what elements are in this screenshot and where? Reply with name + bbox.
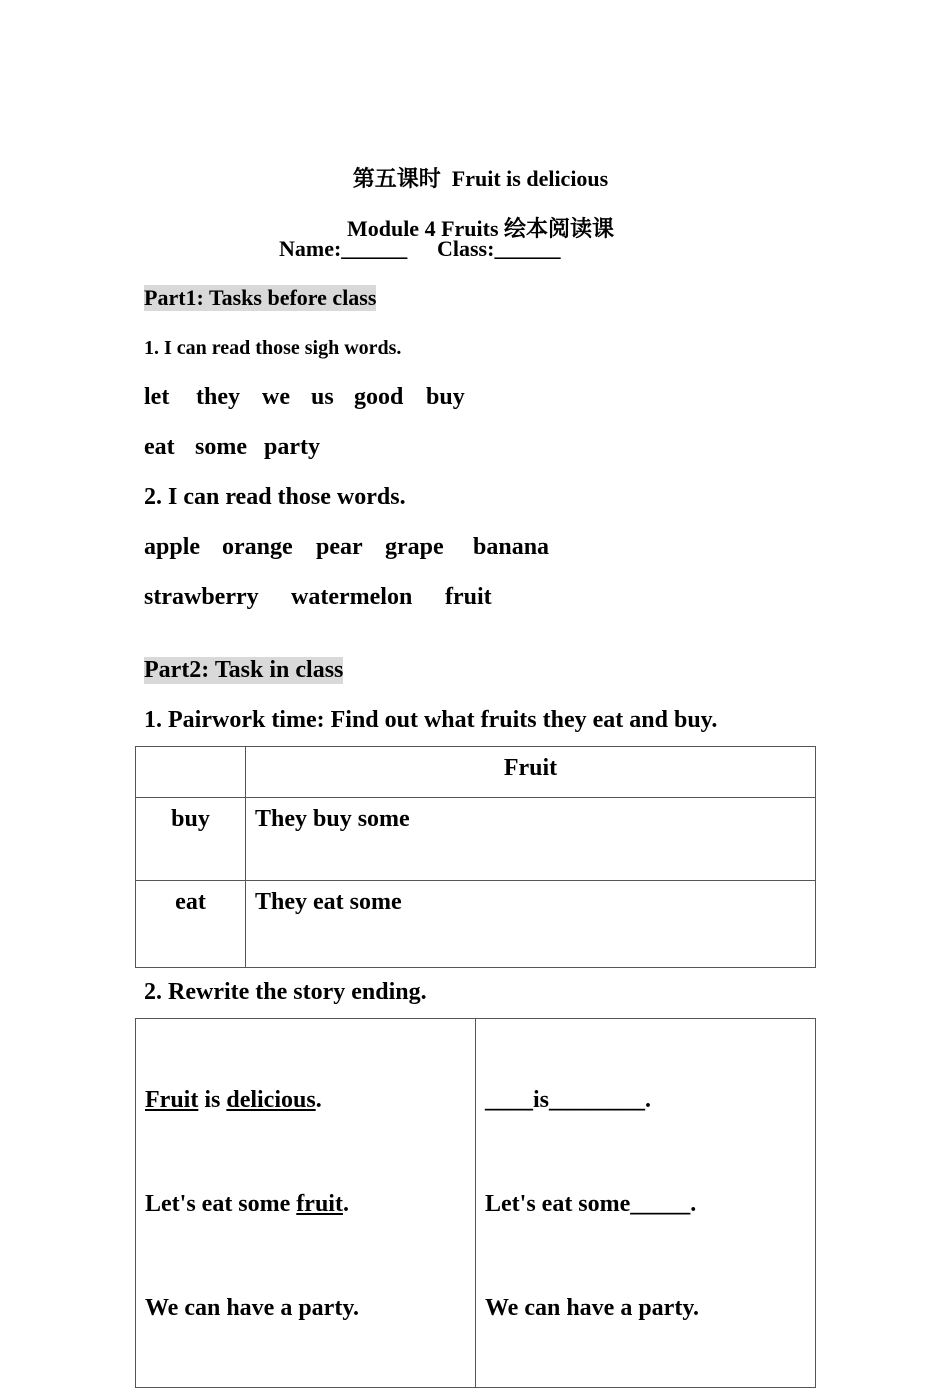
vocab-word: banana: [473, 534, 550, 560]
fruit-table-header: [246, 747, 816, 798]
sight-word: let: [144, 384, 170, 410]
fruit-table-row-label: [136, 798, 246, 881]
vocab-word: fruit: [445, 584, 492, 610]
subtitle-en: Module 4 Fruits: [346, 216, 499, 241]
story-text: is: [198, 1087, 227, 1113]
part2-question-1: 1. Pairwork time: Find out what fruits they eat and buy.: [144, 707, 718, 733]
title-cn: 第五课时: [352, 166, 441, 191]
rewrite-line-3: We can have a party.: [485, 1295, 699, 1321]
fruit-table: [135, 746, 816, 968]
row-label-buy: buy: [171, 806, 210, 832]
fruit-table-row-cell: [246, 798, 816, 881]
page-subtitle: [0, 186, 950, 243]
story-original-text: [136, 1019, 475, 1387]
story-original-cell: [136, 1019, 476, 1388]
fruit-header-text: Fruit: [503, 755, 558, 781]
sight-word: buy: [426, 384, 465, 410]
fruit-table-row-cell: [246, 881, 816, 968]
vocab-word: apple: [144, 534, 201, 560]
row-label-eat: eat: [175, 889, 206, 915]
part1-heading: Part1: Tasks before class: [144, 285, 377, 310]
story-text: .: [315, 1087, 322, 1113]
story-rewrite-text: [476, 1019, 815, 1387]
story-rewrite-cell: [476, 1019, 816, 1388]
sight-word: some: [195, 434, 247, 460]
class-field-label: Class:______: [437, 236, 561, 261]
story-text: .: [342, 1191, 349, 1217]
name-field-label: Name:______: [279, 236, 408, 261]
vocab-word: pear: [316, 534, 363, 560]
title-en: Fruit is delicious: [451, 166, 609, 191]
sight-word: they: [196, 384, 240, 410]
story-line-1: [145, 1075, 466, 1125]
rewrite-line-2: Let's eat some_____.: [485, 1191, 697, 1217]
underlined-word: fruit: [296, 1191, 343, 1217]
vocab-word: watermelon: [291, 584, 413, 610]
part2-heading: Part2: Task in class: [144, 657, 344, 683]
underlined-word: Fruit: [145, 1087, 199, 1113]
sight-word: party: [264, 434, 320, 460]
fruit-table-row-label: [136, 881, 246, 968]
vocab-word: grape: [385, 534, 444, 560]
row-text-buy: They buy some: [255, 806, 410, 832]
page-title: [0, 136, 950, 193]
sight-word: us: [311, 384, 334, 410]
sight-word: eat: [144, 434, 175, 460]
fruit-table-corner: [136, 747, 246, 798]
sight-word: we: [262, 384, 290, 410]
part1-question-2: 2. I can read those words.: [144, 484, 406, 510]
sight-word: good: [354, 384, 404, 410]
vocab-word: orange: [222, 534, 293, 560]
vocab-word: strawberry: [144, 584, 259, 610]
story-ending-table: [135, 1018, 816, 1388]
part2-question-2: 2. Rewrite the story ending.: [144, 979, 427, 1005]
story-line-2: [145, 1179, 466, 1229]
subtitle-cn: 绘本阅读课: [504, 216, 615, 241]
story-line-3: We can have a party.: [145, 1295, 359, 1321]
story-text: Let's eat some: [145, 1191, 297, 1217]
row-text-eat: They eat some: [255, 889, 402, 915]
rewrite-line-1: ____is________.: [485, 1087, 652, 1113]
underlined-word: delicious: [226, 1087, 316, 1113]
part1-question-1: 1. I can read those sigh words.: [144, 337, 402, 359]
